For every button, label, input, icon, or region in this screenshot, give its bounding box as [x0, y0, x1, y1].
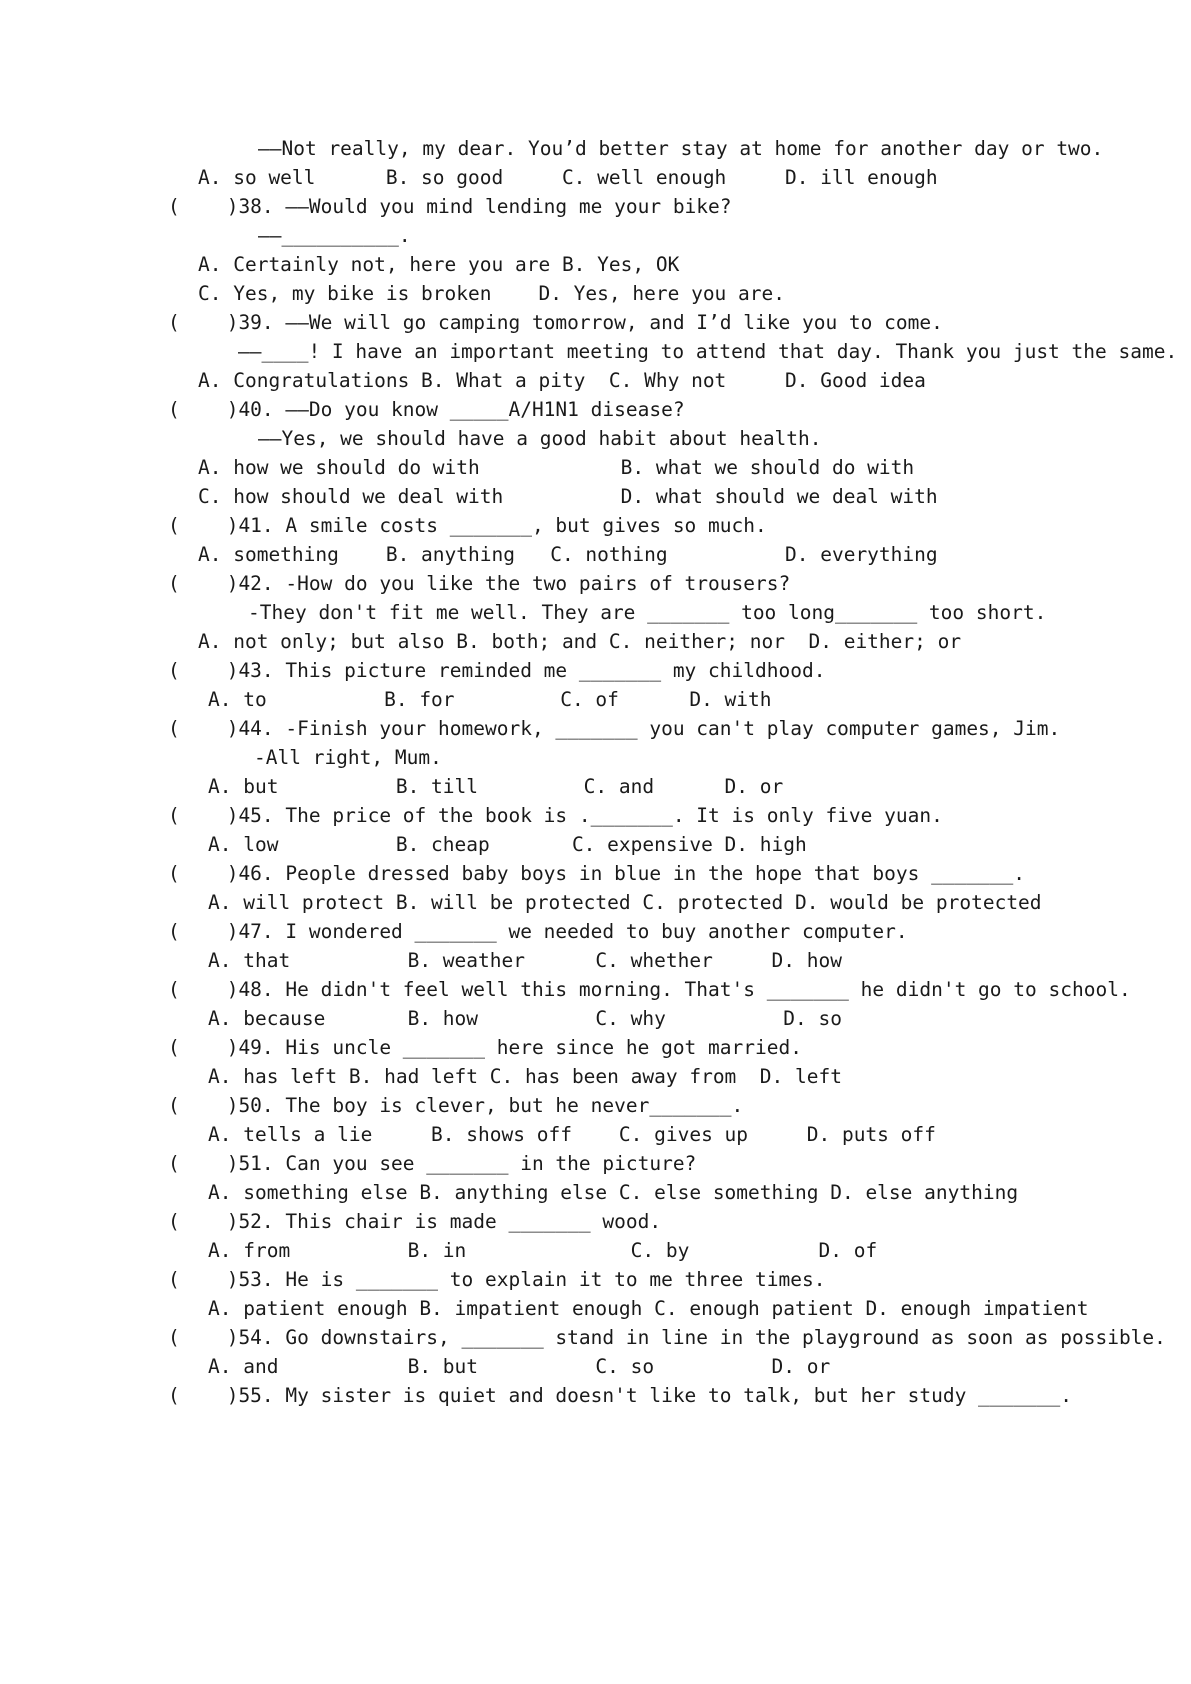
answer-options-line: A. so well B. so good C. well enough D. ill enough	[198, 166, 938, 189]
question-line: ( )47. I wondered _______ we needed to buy another computer.	[168, 920, 908, 943]
question-line: ( )45. The price of the book is ._______. It is only five yuan.	[168, 804, 943, 827]
question-line: ( )55. My sister is quiet and doesn't like to talk, but her study _______.	[168, 1384, 1072, 1407]
answer-options-line: A. something else B. anything else C. else something D. else anything	[208, 1181, 1019, 1204]
dialogue-line: ——Not really, my dear. You’d better stay at home for another day or two.	[258, 137, 1104, 160]
answer-options-line: A. that B. weather C. whether D. how	[208, 949, 842, 972]
answer-options-line: A. Congratulations B. What a pity C. Why not D. Good idea	[198, 369, 926, 392]
answer-options-line: A. Certainly not, here you are B. Yes, OK	[198, 253, 680, 276]
question-line: ( )40. ——Do you know _____A/H1N1 disease?	[168, 398, 685, 421]
answer-options-line: A. has left B. had left C. has been away from D. left	[208, 1065, 842, 1088]
answer-options-line: A. from B. in C. by D. of	[208, 1239, 878, 1262]
question-line: ( )50. The boy is clever, but he never_______.	[168, 1094, 744, 1117]
answer-options-line: A. will protect B. will be protected C. protected D. would be protected	[208, 891, 1042, 914]
answer-options-line: A. because B. how C. why D. so	[208, 1007, 842, 1030]
answer-options-line: A. how we should do with B. what we should do with	[198, 456, 915, 479]
question-line: ( )44. -Finish your homework, _______ you can't play computer games, Jim.	[168, 717, 1061, 740]
question-line: ( )39. ——We will go camping tomorrow, and I’d like you to come.	[168, 311, 943, 334]
dialogue-line: ——Yes, we should have a good habit about health.	[258, 427, 822, 450]
question-line: ( )42. -How do you like the two pairs of trousers?	[168, 572, 791, 595]
question-line: ( )38. ——Would you mind lending me your bike?	[168, 195, 732, 218]
answer-options-line: A. to B. for C. of D. with	[208, 688, 772, 711]
dialogue-line: -They don't fit me well. They are _______ too long_______ too short.	[248, 601, 1047, 624]
question-line: ( )41. A smile costs _______, but gives so much.	[168, 514, 767, 537]
answer-options-line: A. low B. cheap C. expensive D. high	[208, 833, 807, 856]
question-line: ( )54. Go downstairs, _______ stand in line in the playground as soon as possible.	[168, 1326, 1166, 1349]
question-line: ( )46. People dressed baby boys in blue in the hope that boys _______.	[168, 862, 1026, 885]
answer-options-line: C. how should we deal with D. what should we deal with	[198, 485, 938, 508]
question-line: ( )43. This picture reminded me _______ my childhood.	[168, 659, 826, 682]
answer-options-line: A. not only; but also B. both; and C. neither; nor D. either; or	[198, 630, 962, 653]
dialogue-line: ——____! I have an important meeting to attend that day. Thank you just the same.	[238, 340, 1178, 363]
question-line: ( )53. He is _______ to explain it to me three times.	[168, 1268, 826, 1291]
answer-options-line: A. something B. anything C. nothing D. everything	[198, 543, 938, 566]
answer-options-line: A. tells a lie B. shows off C. gives up D. puts off	[208, 1123, 936, 1146]
question-line: ( )48. He didn't feel well this morning. That's _______ he didn't go to school.	[168, 978, 1131, 1001]
question-line: ( )52. This chair is made _______ wood.	[168, 1210, 662, 1233]
question-line: ( )49. His uncle _______ here since he got married.	[168, 1036, 802, 1059]
answer-options-line: C. Yes, my bike is broken D. Yes, here you are.	[198, 282, 785, 305]
dialogue-line: ——__________.	[258, 224, 411, 247]
answer-options-line: A. and B. but C. so D. or	[208, 1355, 831, 1378]
dialogue-line: -All right, Mum.	[254, 746, 442, 769]
answer-options-line: A. but B. till C. and D. or	[208, 775, 784, 798]
answer-options-line: A. patient enough B. impatient enough C. enough patient D. enough impatient	[208, 1297, 1089, 1320]
question-line: ( )51. Can you see _______ in the picture?	[168, 1152, 697, 1175]
